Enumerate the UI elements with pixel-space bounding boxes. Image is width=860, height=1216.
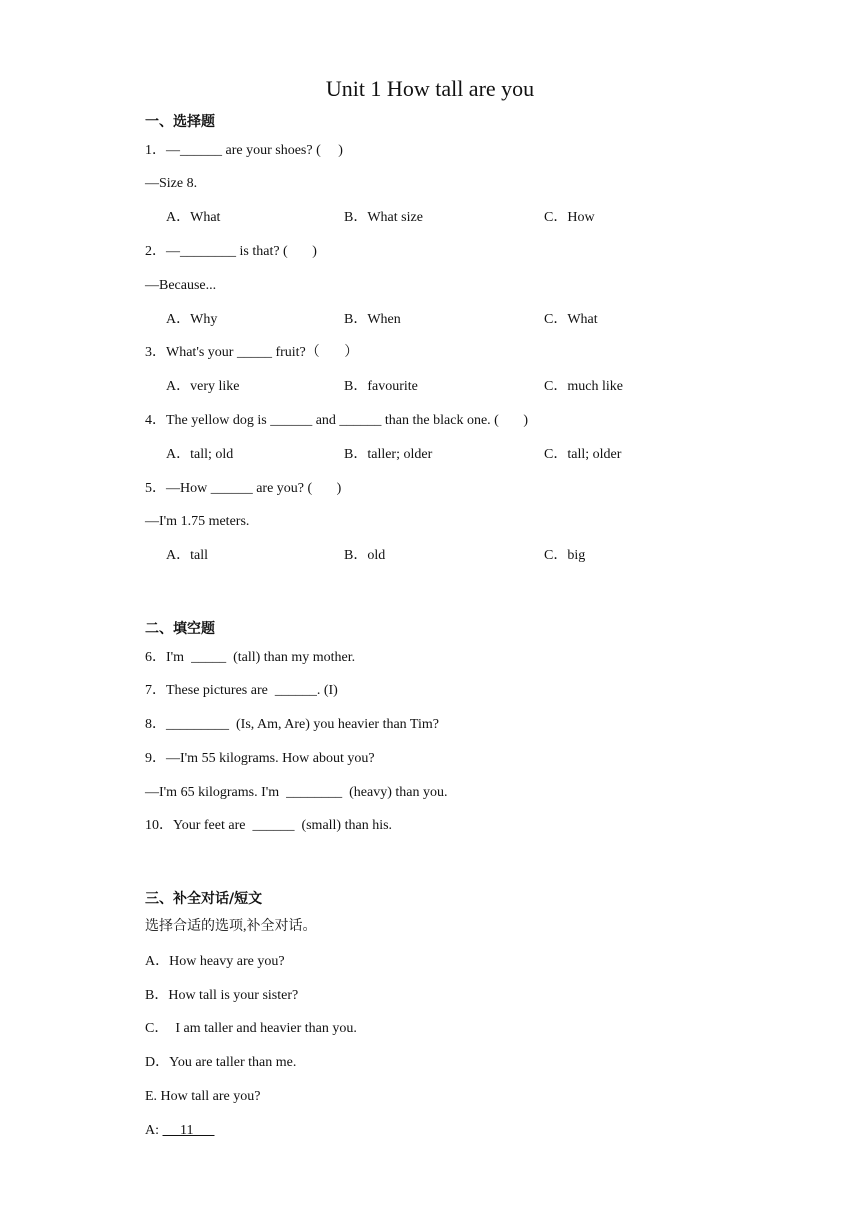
dialog-option-a: A．How heavy are you? (145, 954, 285, 969)
q4-option-a: A．tall; old (166, 447, 234, 462)
question-10: 10．Your feet are ______ (small) than his. (145, 818, 393, 833)
q2-option-c: C．What (544, 312, 598, 327)
dialog-instruction: 选择合适的选项,补全对话。 (145, 919, 317, 934)
q1-option-b: B．What size (344, 210, 423, 225)
q5-option-c: C．big (544, 548, 586, 563)
question-8: 8．_________ (Is, Am, Are) you heavier than Tim? (145, 717, 439, 732)
q1-option-a: A．What (166, 210, 221, 225)
q5-option-b: B．old (344, 548, 386, 563)
question-5-reply: —I'm 1.75 meters. (145, 514, 250, 529)
question-7: 7．These pictures are ______. (I) (145, 683, 338, 698)
page-title: Unit 1 How tall are you (325, 76, 535, 101)
dialog-speaker-label: A: (145, 1123, 159, 1138)
question-1-reply: —Size 8. (145, 176, 198, 191)
q5-option-a: A．tall (166, 548, 208, 563)
dialog-option-b: B．How tall is your sister? (145, 988, 299, 1003)
dialog-line-a (145, 1121, 214, 1141)
q2-option-a: A．Why (166, 312, 218, 327)
dialog-option-d: D．You are taller than me. (145, 1055, 297, 1070)
q3-option-c: C．much like (544, 379, 623, 394)
q2-option-b: B．When (344, 312, 401, 327)
question-2-reply: —Because... (145, 278, 217, 293)
question-5: 5．—How ______ are you? ( ) (145, 481, 342, 496)
question-1: 1．—______ are your shoes? ( ) (145, 143, 343, 158)
section-heading-fill-in: 二、填空题 (145, 621, 215, 637)
q1-option-c: C．How (544, 210, 595, 225)
question-4: 4．The yellow dog is ______ and ______ than the black one. ( ) (145, 413, 528, 428)
question-6: 6．I'm _____ (tall) than my mother. (145, 650, 356, 665)
q3-option-a: A．very like (166, 379, 240, 394)
q4-option-b: B．taller; older (344, 447, 433, 462)
question-9: 9．—I'm 55 kilograms. How about you? (145, 751, 375, 766)
dialog-option-e: E. How tall are you? (145, 1089, 261, 1104)
section-heading-choice: 一、选择题 (145, 114, 215, 130)
question-2: 2．—________ is that? ( ) (145, 244, 317, 259)
question-9-reply: —I'm 65 kilograms. I'm ________ (heavy) than you. (145, 785, 448, 800)
answer-blank-11[interactable]: 11 (162, 1123, 215, 1138)
q4-option-c: C．tall; older (544, 447, 622, 462)
q3-option-b: B．favourite (344, 379, 418, 394)
section-heading-dialog: 三、补全对话/短文 (145, 891, 263, 907)
dialog-option-c: C． I am taller and heavier than you. (145, 1021, 357, 1036)
question-3: 3．What's your _____ fruit?（ ） (145, 345, 359, 360)
